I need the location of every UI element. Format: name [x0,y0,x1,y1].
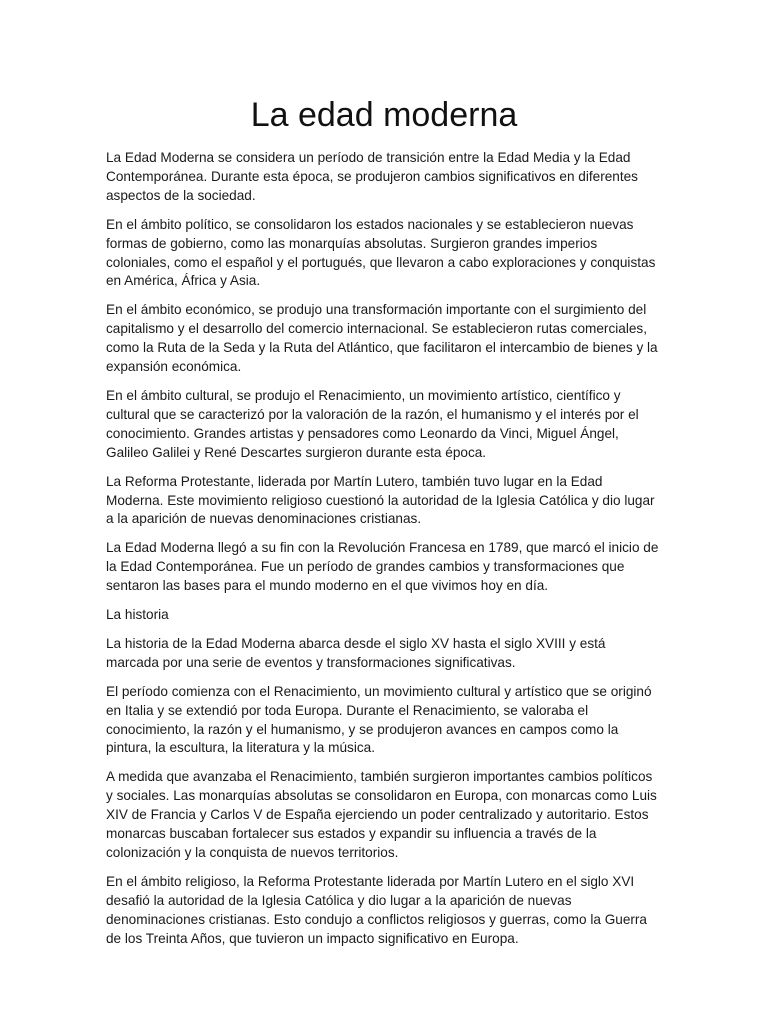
paragraph-reformation: La Reforma Protestante, liderada por Martín Lutero, también tuvo lugar en la Edad Moderna. Este movimiento religioso cuestionó la autoridad de la Iglesia Católica y dio lugar a la aparición de nuevas denominaciones cristianas. [106,473,655,527]
paragraph-politics: En el ámbito político, se consolidaron los estados nacionales y se establecieron nuevas formas de gobierno, como las monarquías absolutas. Surgieron grandes imperios coloniales, como el español y el portugués, que llevaron a cabo exploraciones y conquistas en América, África y Asia. [106,216,656,289]
section-heading-history: La historia [106,607,169,623]
document-body [106,149,662,959]
paragraph-religion: En el ámbito religioso, la Reforma Protestante liderada por Martín Lutero en el siglo XVI desafió la autoridad de la Iglesia Católica y dio lugar a la aparición de nuevas denominaciones cristianas. Esto condujo a conflictos religiosos y guerras, como la Guerra de los Treinta Años, que tuvieron un impacto significativo en Europa. [106,873,647,946]
paragraph-renaissance: El período comienza con el Renacimiento, un movimiento cultural y artístico que se originó en Italia y se extendió por toda Europa. Durante el Renacimiento, se valoraba el conocimiento, la razón y el humanismo, y se produjeron avances en campos como la pintura, la escultura, la literatura y la música. [106,683,652,756]
paragraph-intro: La Edad Moderna se considera un período de transición entre la Edad Media y la Edad Contemporánea. Durante esta época, se produjeron cambios significativos en diferentes aspectos de la sociedad. [106,150,638,203]
paragraph-culture: En el ámbito cultural, se produjo el Renacimiento, un movimiento artístico, científico y cultural que se caracterizó por la valoración de la razón, el humanismo y el interés por el conocimiento. Grandes artistas y pensadores como Leonardo da Vinci, Miguel Ángel, Galileo Galilei y René Descartes surgieron durante esta época. [106,387,639,460]
paragraph-economy: En el ámbito económico, se produjo una transformación importante con el surgimiento del capitalismo y el desarrollo del comercio internacional. Se establecieron rutas comerciales, como la Ruta de la Seda y la Ruta del Atlántico, que facilitaron el intercambio de bienes y la expansión económica. [106,302,658,375]
paragraph-history-span: La historia de la Edad Moderna abarca desde el siglo XV hasta el siglo XVIII y está marcada por una serie de eventos y transformaciones significativas. [106,635,606,670]
paragraph-end-of-era: La Edad Moderna llegó a su fin con la Revolución Francesa en 1789, que marcó el inicio de la Edad Contemporánea. Fue un período de grandes cambios y transformaciones que sentaron las bases para el mundo moderno en el que vivimos hoy en día. [106,540,659,594]
paragraph-monarchies: A medida que avanzaba el Renacimiento, también surgieron importantes cambios políticos y sociales. Las monarquías absolutas se consolidaron en Europa, con monarcas como Luis XIV de Francia y Carlos V de España ejerciendo un poder centralizado y autoritario. Estos monarcas buscaban fortalecer sus estados y expandir su influencia a través de la colonización y la conquista de nuevos territorios. [106,769,657,860]
document-title: La edad moderna [250,96,518,134]
